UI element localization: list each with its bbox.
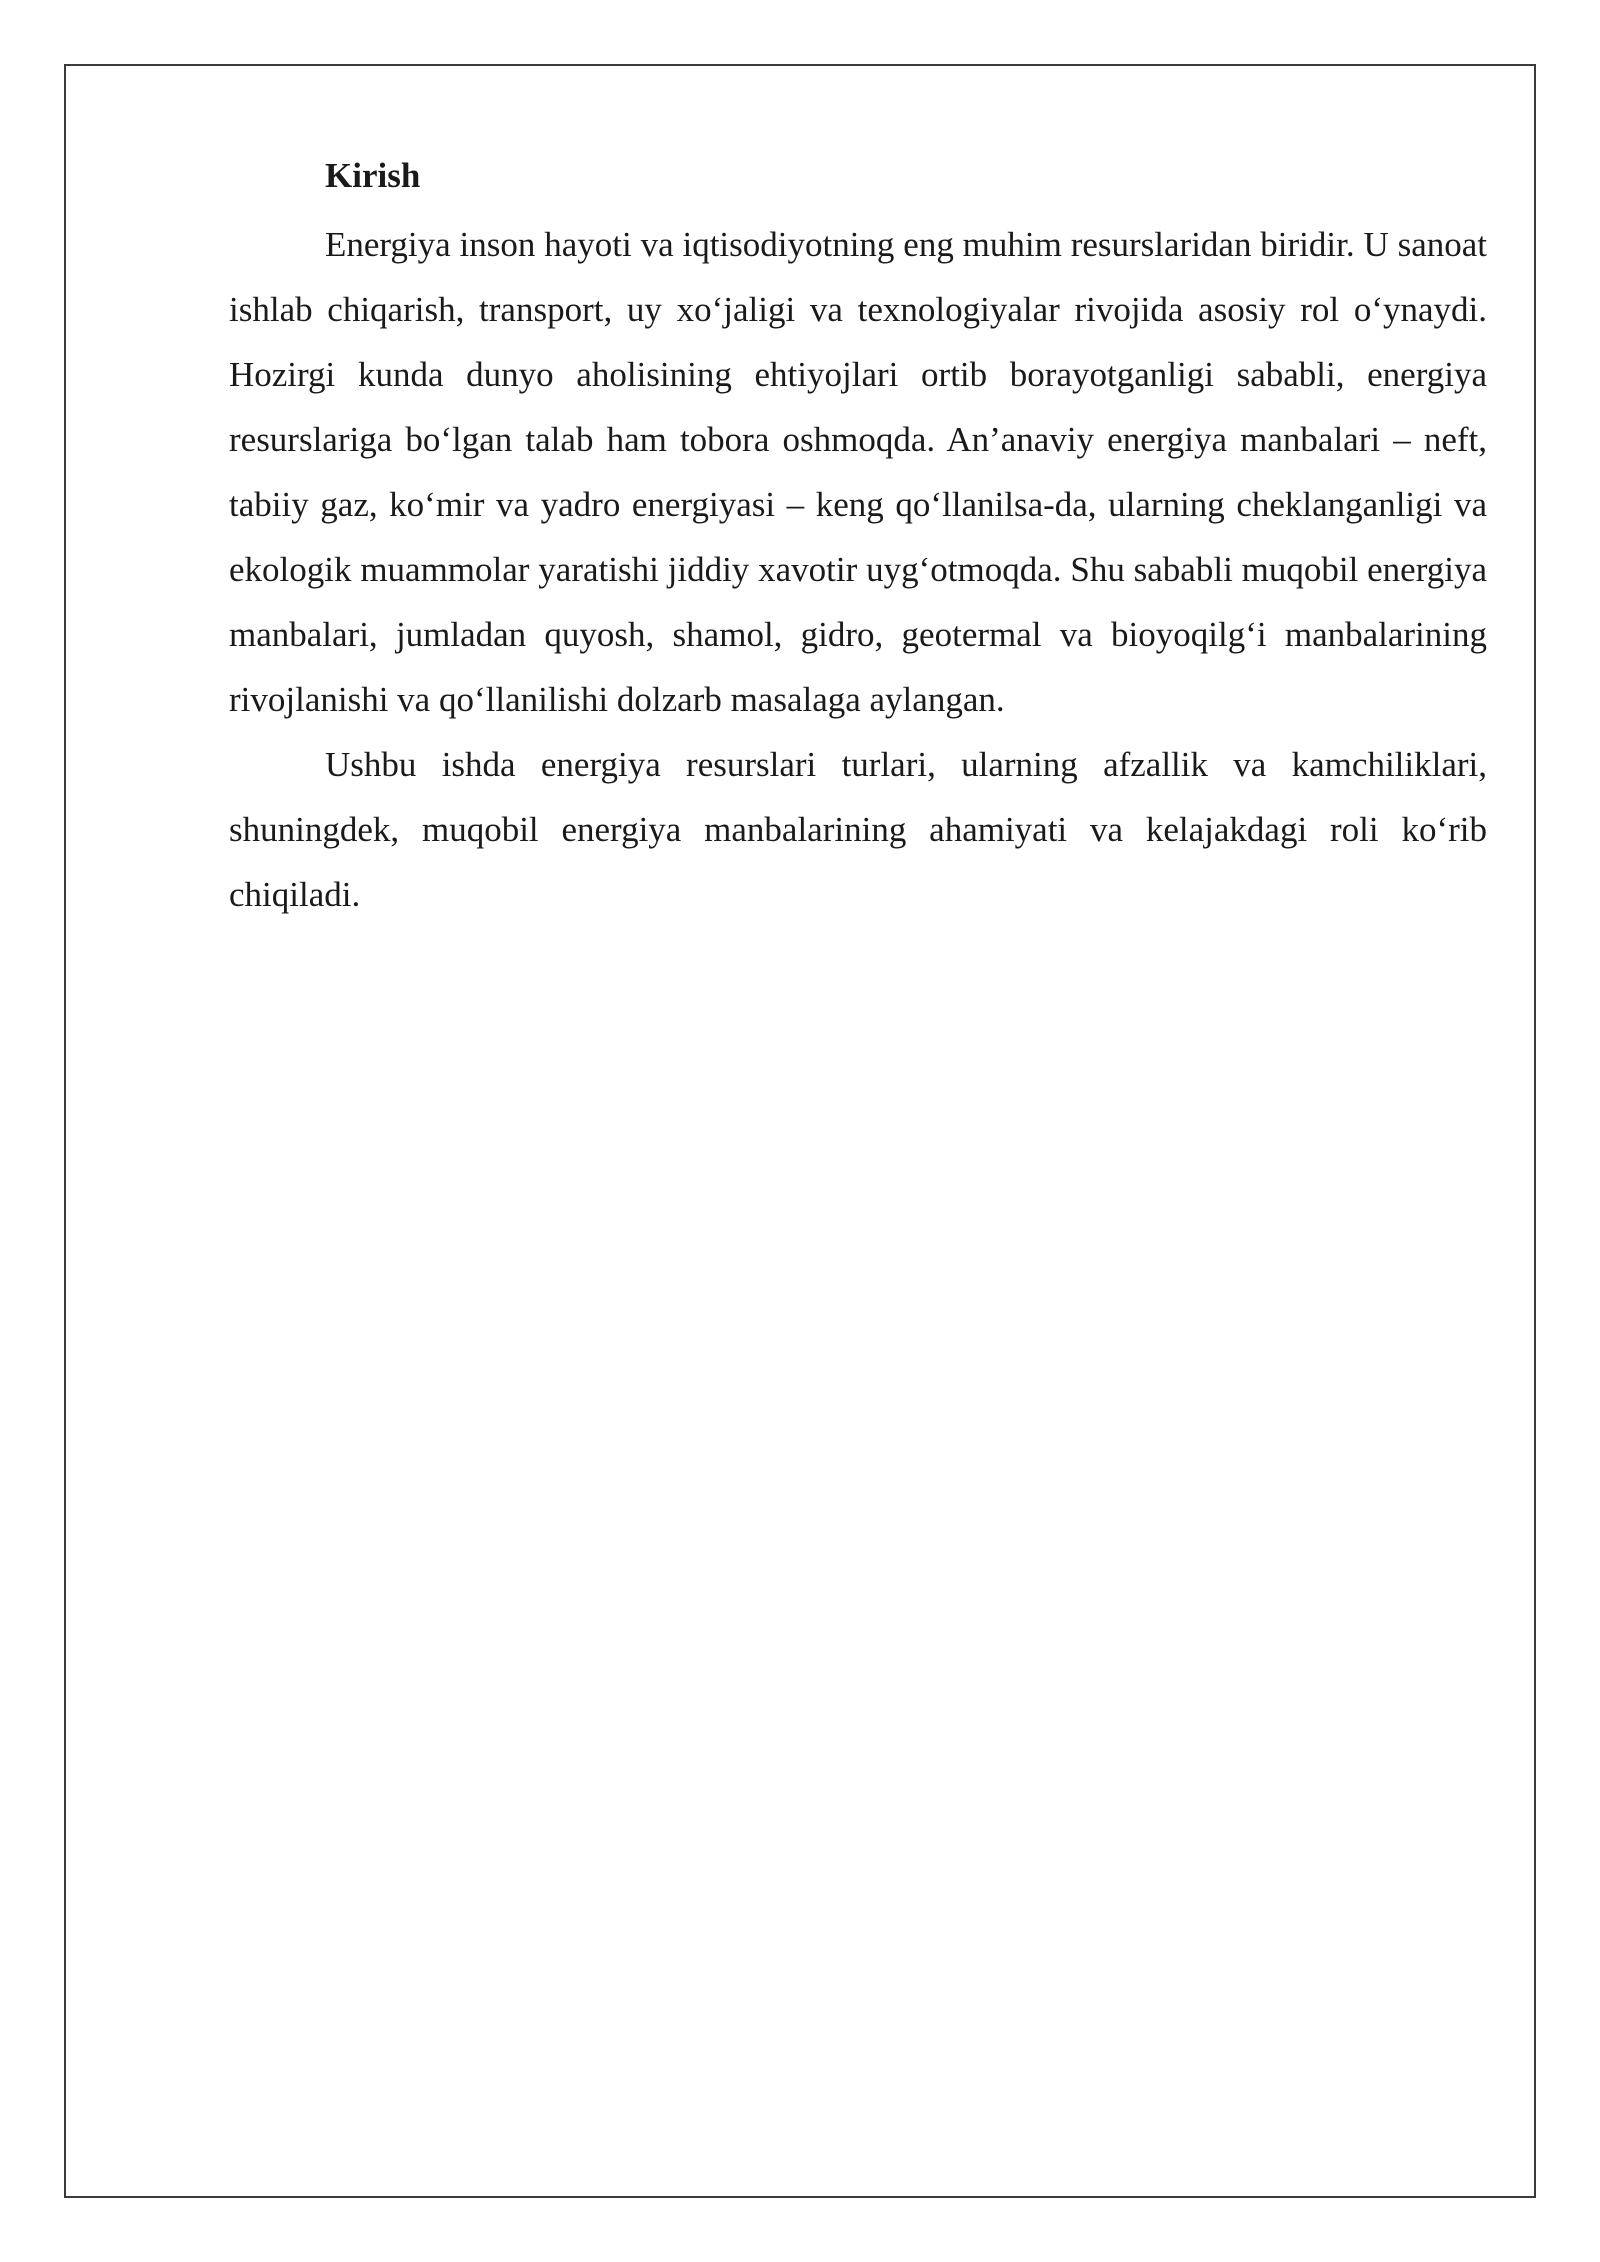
paragraph-1: Energiya inson hayoti va iqtisodiyotning eng muhim resurslaridan biridir. U sanoat ishlab chiqarish, transport, uy xo‘jaligi va texnologiyalar rivojida asosiy rol o‘ynaydi. Hozirgi kunda dunyo aholisining ehtiyojlari ortib borayotganligi sababli, energiya resurslariga bo‘lgan talab ham tobora oshmoqda. An’anaviy energiya manbalari – neft, tabiiy gaz, ko‘mir va yadro energiyasi – keng qo‘llanilsa-da, ularning cheklanganligi va ekologik muammolar yaratishi jiddiy xavotir uyg‘otmoqda. Shu sababli muqobil energiya manbalari, jumladan quyosh, shamol, gidro, geotermal va bioyoqilg‘i manbalarining rivojlanishi va qo‘llanilishi dolzarb masalaga aylangan. bbox=[229, 225, 1487, 719]
section-heading: Kirish bbox=[325, 156, 421, 195]
paragraph-2: Ushbu ishda energiya resurslari turlari, ularning afzallik va kamchiliklari, shuningdek, muqobil energiya manbalarining ahamiyati va kelajakdagi roli ko‘rib chiqiladi. bbox=[229, 745, 1487, 914]
document-body bbox=[229, 148, 1487, 927]
